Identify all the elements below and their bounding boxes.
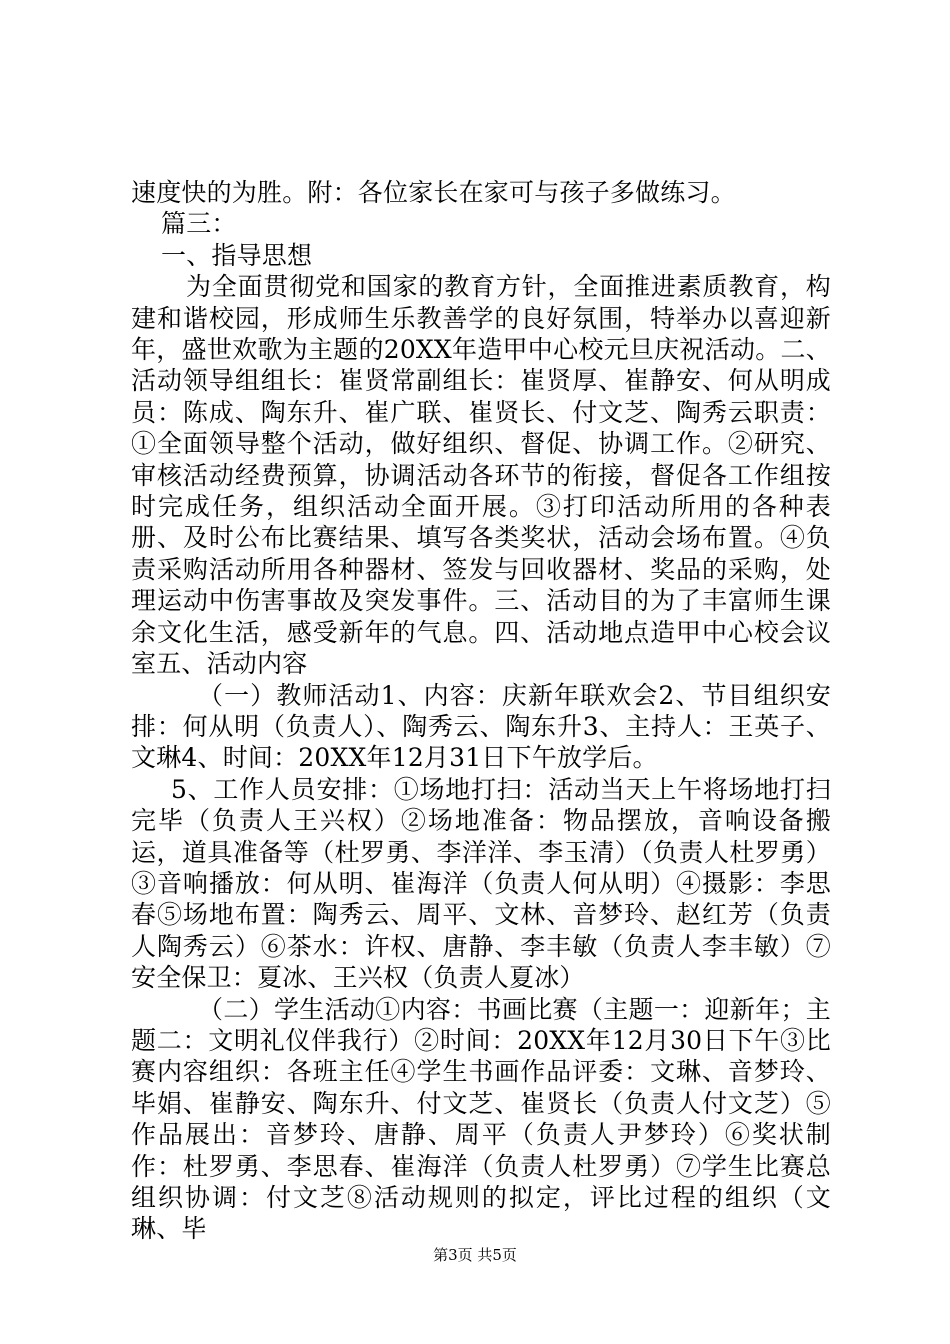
- paragraph-staff-arrangement: 5、工作人员安排：①场地打扫：活动当天上午将场地打扫完毕（负责人王兴权）②场地准备：物品摆放，音响设备搬运，道具准备等（杜罗勇、李洋洋、李玉清）（负责人杜罗勇）③音响播放：何从明、崔海洋（负责人何从明）④摄影：李思春⑤场地布置：陶秀云、周平、文林、音梦玲、赵红芳（负责人陶秀云）⑥茶水：许权、唐静、李丰敏（负责人李丰敏）⑦安全保卫：夏冰、王兴权（负责人夏冰）: [131, 774, 831, 993]
- paragraph-continuation: 速度快的为胜。附：各位家长在家可与孩子多做练习。: [131, 178, 736, 207]
- document-body: [131, 177, 831, 1245]
- section-heading-part-three: 篇三：: [161, 209, 237, 239]
- paragraph-student-activity: （二）学生活动①内容：书画比赛（主题一：迎新年；主题二：文明礼仪伴我行）②时间：20XX年12月30日下午③比赛内容组织：各班主任④学生书画作品评委：文琳、音梦玲、毕娟、崔静安、陶东升、付文芝、崔贤长（负责人付文芝）⑤作品展出：音梦玲、唐静、周平（负责人尹梦玲）⑥奖状制作：杜罗勇、李思春、崔海洋（负责人杜罗勇）⑦学生比赛总组织协调：付文芝⑧活动规则的拟定，评比过程的组织（文琳、毕: [131, 994, 831, 1244]
- paragraph-guiding-thought: 为全面贯彻党和国家的教育方针，全面推进素质教育，构建和谐校园，形成师生乐教善学的良好氛围，特举办以喜迎新年，盛世欢歌为主题的20XX年造甲中心校元旦庆祝活动。二、活动领导组组长：崔贤常副组长：崔贤厚、崔静安、何从明成员：陈成、陶东升、崔广联、崔贤长、付文芝、陶秀云职责：①全面领导整个活动，做好组织、督促、协调工作。②研究、审核活动经费预算，协调活动各环节的衔接，督促各工作组按时完成任务，组织活动全面开展。③打印活动所用的各种表册、及时公布比赛结果、填写各类奖状，活动会场布置。④负责采购活动所用各种器材、签发与回收器材、奖品的采购，处理运动中伤害事故及突发事件。三、活动目的为了丰富师生课余文化生活，感受新年的气息。四、活动地点造甲中心校会议室五、活动内容: [131, 272, 831, 679]
- paragraph-teacher-activity: （一）教师活动1、内容：庆新年联欢会2、节目组织安排：何从明（负责人）、陶秀云、陶东升3、主持人：王英子、文琳4、时间：20XX年12月31日下午放学后。: [131, 680, 831, 773]
- section-heading-guiding-thought: 一、指导思想: [161, 240, 313, 270]
- page-number-footer: 第3页 共5页: [433, 1246, 517, 1264]
